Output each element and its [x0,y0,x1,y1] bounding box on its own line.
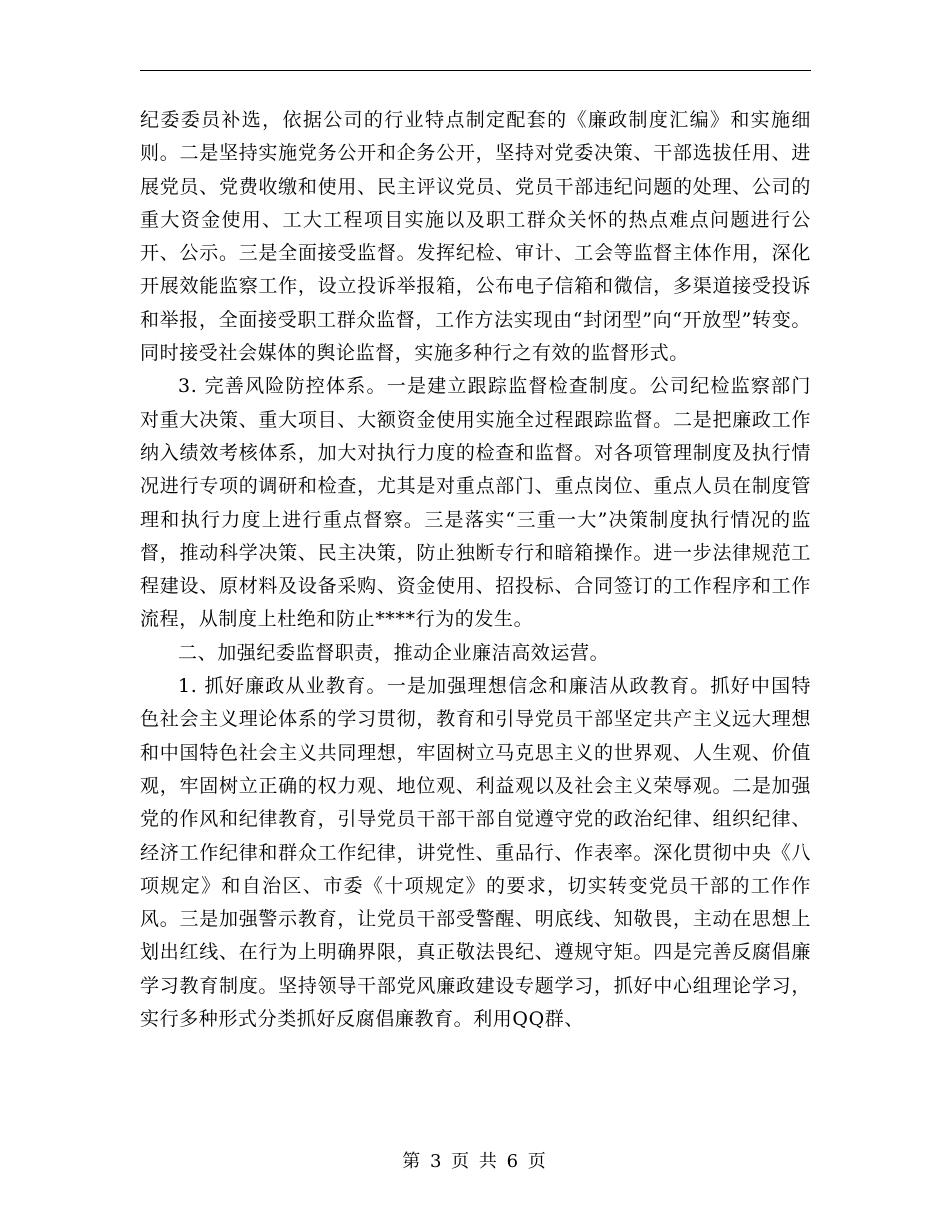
section-heading: 二、加强纪委监督职责，推动企业廉洁高效运营。 [178,641,610,664]
body-text [140,104,811,1036]
paragraph-continued: 纪委委员补选，依据公司的行业特点制定配套的《廉政制度汇编》和实施细则。二是坚持实施党务公开和企务公开，坚持对党委决策、干部选拔任用、进展党员、党费收缴和使用、民主评议党员、党员干部违纪问题的处理、公司的重大资金使用、工大工程项目实施以及职工群众关怀的热点难点问题进行公开、公示。三是全面接受监督。发挥纪检、审计、工会等监督主体作用，深化开展效能监察工作，设立投诉举报箱，公布电子信箱和微信，多渠道接受投诉和举报，全面接受职工群众监督，工作方法实现由“封闭型”向“开放型”转变。同时接受社会媒体的舆论监督，实施多种行之有效的监督形式。 [140,109,811,365]
paragraph-risk-control: 3. 完善风险防控体系。一是建立跟踪监督检查制度。公司纪检监察部门对重大决策、重大项目、大额资金使用实施全过程跟踪监督。二是把廉政工作纳入绩效考核体系，加大对执行力度的检查和监督。对各项管理制度及执行情况进行专项的调研和检查，尤其是对重点部门、重点岗位、重点人员在制度管理和执行力度上进行重点督察。三是落实“三重一大”决策制度执行情况的监督，推动科学决策、民主决策，防止独断专行和暗箱操作。进一步法律规范工程建设、原材料及设备采购、资金使用、招投标、合同签订的工作程序和工作流程，从制度上杜绝和防止****行为的发生。 [140,375,811,631]
page-number-footer: 第 3 页 共 6 页 [402,1151,548,1172]
header-rule [140,70,811,71]
paragraph-integrity-education: 1. 抓好廉政从业教育。一是加强理想信念和廉洁从政教育。抓好中国特色社会主义理论体系的学习贯彻，教育和引导党员干部坚定共产主义远大理想和中国特色社会主义共同理想，牢固树立马克思主义的世界观、人生观、价值观，牢固树立正确的权力观、地位观、利益观以及社会主义荣辱观。二是加强党的作风和纪律教育，引导党员干部干部自觉遵守党的政治纪律、组织纪律、经济工作纪律和群众工作纪律，讲党性、重品行、作表率。深化贯彻中央《八项规定》和自治区、市委《十项规定》的要求，切实转变党员干部的工作作风。三是加强警示教育，让党员干部受警醒、明底线、知敬畏，主动在思想上划出红线、在行为上明确界限，真正敬法畏纪、遵规守矩。四是完善反腐倡廉学习教育制度。坚持领导干部党风廉政建设专题学习，抓好中心组理论学习，实行多种形式分类抓好反腐倡廉教育。利用QQ群、 [140,675,811,1031]
